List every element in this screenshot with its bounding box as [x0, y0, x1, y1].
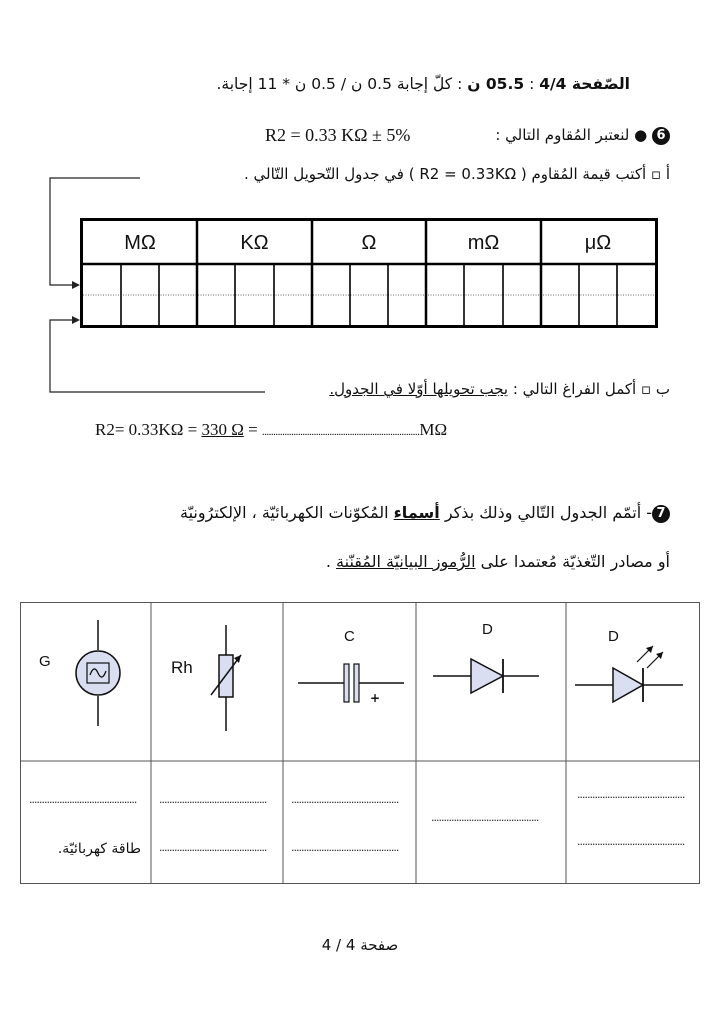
q6-part-b	[280, 380, 670, 398]
equation-blank[interactable]: ......................................................................	[261, 426, 420, 438]
conversion-equation	[95, 420, 447, 440]
answer-blank-rheostat-2[interactable]: ...........................................	[159, 841, 267, 854]
score-rule: : كلّ إجابة 0.5 ن / 0.5 ن * 11 إجابة.	[216, 75, 463, 93]
answer-blank-capacitor-2[interactable]: ...........................................	[291, 841, 399, 854]
q7-line2-b: الرُّموز البيانيّة المُقنّنة	[336, 552, 476, 571]
unit-megaohm: MΩ	[124, 232, 156, 254]
unit-microohm: μΩ	[584, 232, 612, 254]
capacitor-polarity: +	[370, 691, 381, 705]
led-letter: D	[608, 628, 619, 645]
rheostat-letter: Rh	[171, 658, 193, 677]
q7-line1-a: - أتمّم الجدول التّالي وذلك بذكر	[439, 503, 652, 522]
answer-blank-rheostat-1[interactable]: ...........................................	[159, 793, 267, 806]
answer-blank-led-1[interactable]: ...........................................	[577, 788, 685, 801]
diode-icon	[431, 651, 541, 701]
unit-milliohm: mΩ	[467, 232, 500, 254]
q7-line1-c: المُكوّنات الكهربائيّة ، الإلكترُونيّة	[179, 503, 394, 522]
generator-letter: G	[39, 653, 51, 670]
conversion-table	[80, 218, 658, 328]
q6-intro-text: لنعتبر المُقاوم التالي :	[495, 126, 630, 144]
equation-eq: =	[243, 420, 262, 439]
q6-formula: R2 = 0.33 KΩ ± 5%	[265, 125, 411, 145]
rheostat-icon	[201, 623, 251, 733]
equation-right: MΩ	[419, 420, 448, 439]
ac-generator-icon	[71, 618, 131, 728]
equation-left: R2= 0.33KΩ =	[95, 420, 202, 439]
q6-intro: 6 ● لنعتبر المُقاوم التالي :	[300, 126, 670, 145]
part-b-label: ب ▫ أكمل الفراغ التالي :	[512, 380, 670, 398]
part-b-note: يجب تحويلها أوّلا في الجدول.	[329, 380, 509, 398]
q7-line2-a: أو مصادر التّغذيّة مُعتمدا على	[475, 552, 670, 571]
q7-number-badge: 7	[652, 505, 670, 523]
q7-line1-b: أسماء	[393, 503, 440, 522]
q7-line1	[90, 503, 670, 523]
answer-blank-capacitor-1[interactable]: ...........................................	[291, 793, 399, 806]
equation-mid: 330 Ω	[201, 420, 244, 439]
q7-line2	[150, 552, 670, 571]
score: 05.5 ن	[467, 75, 525, 93]
page-label: الصّفحة 4/4	[539, 75, 630, 93]
capacitor-letter: C	[344, 628, 355, 645]
unit-kiloohm: KΩ	[240, 232, 269, 254]
capacitor-icon	[296, 658, 406, 708]
answer-blank-diode[interactable]: ...........................................	[431, 811, 539, 824]
page-footer: صفحة 4 / 4	[321, 936, 399, 954]
symbols-table	[20, 602, 700, 884]
unit-ohm: Ω	[361, 232, 377, 254]
q6-part-a: أ ▫ أكتب قيمة المُقاوم ( R2 = 0.33KΩ ) في جدول التّحويل التّالي .	[244, 165, 670, 183]
answer-blank-led-2[interactable]: ...........................................	[577, 835, 685, 848]
answer-blank-generator[interactable]: ...........................................	[29, 793, 137, 806]
led-icon	[573, 638, 688, 713]
bracket-arrows	[0, 0, 720, 420]
page-header: الصّفحة 4/4 : 05.5 ن : كلّ إجابة 0.5 ن / 0.5 ن * 11 إجابة.	[216, 75, 630, 93]
q7-line2-c: .	[325, 552, 337, 571]
diode-letter: D	[482, 621, 493, 638]
answer-generator: طاقة كهربائيّة.	[57, 841, 141, 857]
q6-number-badge: 6	[652, 127, 670, 145]
